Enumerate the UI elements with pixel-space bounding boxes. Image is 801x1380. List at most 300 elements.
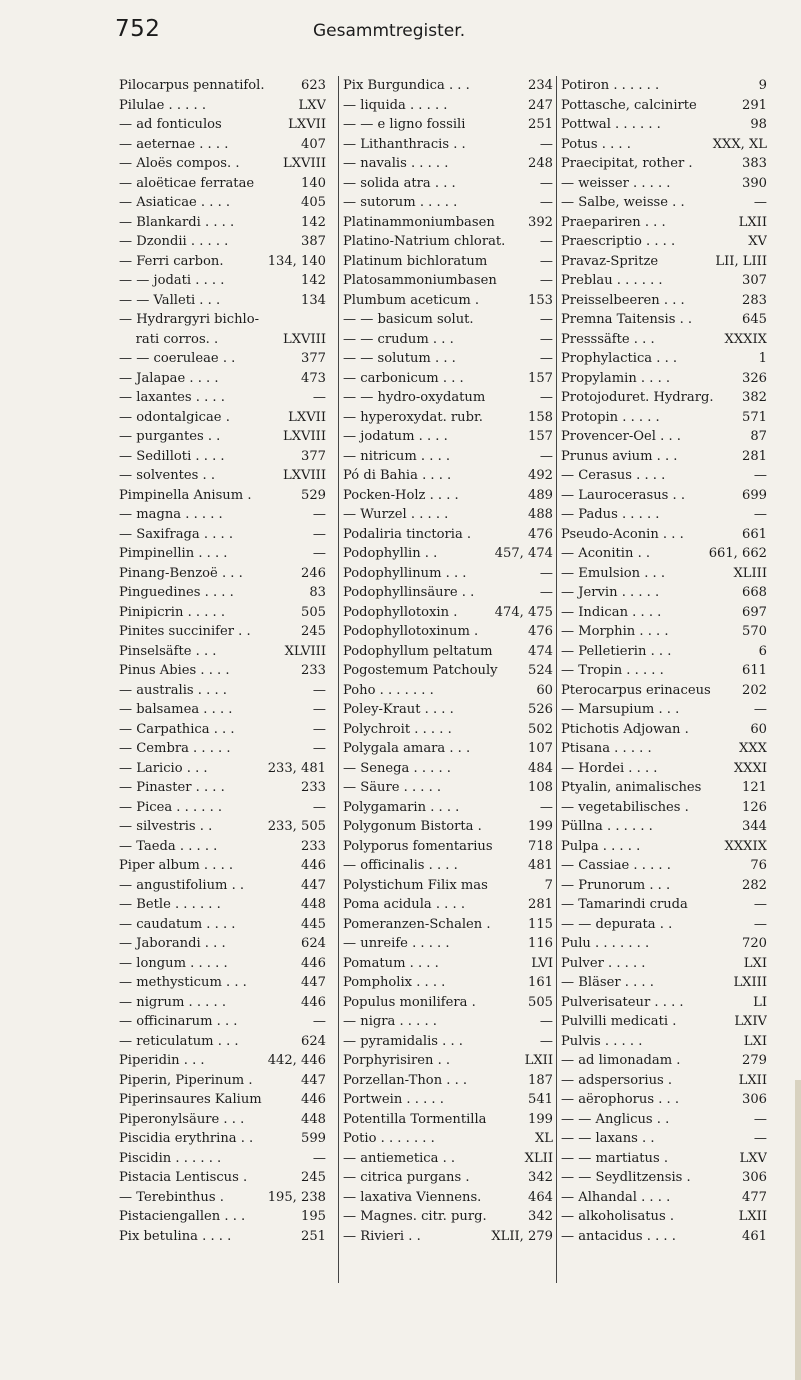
- index-term: Pogostemum Patchouly: [343, 663, 498, 678]
- index-page-ref: XL: [534, 1131, 553, 1146]
- index-entry: [561, 154, 767, 174]
- index-page-ref: —: [539, 175, 553, 191]
- index-page-ref: —: [312, 721, 326, 737]
- index-page-ref: 195, 238: [267, 1189, 326, 1205]
- index-entry: [561, 1149, 767, 1169]
- index-entry: [561, 135, 767, 155]
- index-term: Pistacia Lentiscus .: [119, 1170, 248, 1185]
- index-entry: [119, 973, 326, 993]
- index-entry: [561, 1012, 767, 1032]
- index-entry: [343, 76, 553, 96]
- index-term: Polyporus fomentarius: [343, 838, 493, 854]
- index-page-ref: 326: [742, 370, 767, 386]
- index-entry: [561, 720, 767, 740]
- index-entry: [561, 447, 767, 467]
- index-entry: [561, 759, 767, 779]
- index-entry: [343, 973, 553, 993]
- index-term: — Jaborandi . . .: [119, 936, 226, 951]
- index-term: — Tamarindi cruda: [561, 897, 688, 912]
- index-term: — jodatum . . . .: [343, 429, 448, 444]
- index-entry: [119, 447, 326, 467]
- index-term: — — martiatus .: [561, 1150, 668, 1166]
- index-page-ref: 306: [742, 1092, 767, 1107]
- index-entry: [561, 1090, 767, 1110]
- index-page-ref: 234: [528, 78, 553, 93]
- index-term: Propylamin . . . .: [561, 370, 671, 386]
- index-term: Pulver . . . . .: [561, 955, 646, 971]
- index-page-ref: 202: [742, 682, 767, 698]
- index-entry: [119, 915, 326, 935]
- index-term: rati corros. .: [119, 331, 219, 347]
- index-term: Pinguedines . . . .: [119, 585, 234, 600]
- index-page-ref: —: [312, 682, 326, 698]
- index-term: — adspersorius .: [561, 1072, 673, 1088]
- index-term: — reticulatum . . .: [119, 1033, 239, 1049]
- index-page-ref: 447: [301, 877, 326, 893]
- index-page-ref: LXVIII: [283, 468, 326, 483]
- index-page-ref: 282: [742, 877, 767, 893]
- index-page-ref: 7: [544, 877, 553, 893]
- index-page-ref: LXII: [524, 1053, 553, 1068]
- index-page-ref: 464: [528, 1189, 553, 1205]
- index-term: Porphyrisiren . .: [343, 1053, 451, 1068]
- index-page-ref: 158: [528, 409, 553, 425]
- index-entry: [561, 778, 767, 798]
- index-column-2: [338, 76, 553, 1283]
- index-term: Pterocarpus erinaceus: [561, 682, 711, 698]
- page-number: 752: [115, 16, 161, 42]
- index-entry: [343, 642, 553, 662]
- index-term: — — depurata . .: [561, 916, 673, 932]
- index-entry: [343, 739, 553, 759]
- index-entry: [561, 661, 767, 681]
- index-term: Pomatum . . . .: [343, 955, 439, 971]
- index-term: — australis . . . .: [119, 682, 227, 698]
- index-term: Poma acidula . . . .: [343, 897, 465, 912]
- index-page-ref: 661, 662: [708, 546, 767, 561]
- index-entry: [343, 1188, 553, 1208]
- index-page-ref: 283: [742, 292, 767, 308]
- index-page-ref: 407: [301, 136, 326, 152]
- index-term: — angustifolium . .: [119, 877, 245, 893]
- index-term: Podophyllum peltatum: [343, 643, 493, 659]
- index-page-ref: 446: [301, 955, 326, 971]
- index-page-ref: —: [539, 273, 553, 288]
- index-term: Polygamarin . . . .: [343, 799, 460, 815]
- index-term: Praecipitat, rother .: [561, 156, 693, 171]
- index-term: — sutorum . . . . .: [343, 195, 458, 210]
- index-entry: [343, 798, 553, 818]
- index-entry: [561, 1188, 767, 1208]
- index-term: — Betle . . . . . .: [119, 897, 221, 912]
- index-term: — Picea . . . . . .: [119, 799, 223, 815]
- index-term: Potio . . . . . . .: [343, 1131, 435, 1146]
- index-entry: [119, 213, 326, 233]
- index-term: Pix Burgundica . . .: [343, 78, 470, 93]
- index-page-ref: 446: [301, 1092, 326, 1107]
- index-page-ref: 342: [528, 1209, 553, 1224]
- index-entry: [561, 408, 767, 428]
- index-entry: [561, 1168, 767, 1188]
- index-entry: [343, 954, 553, 974]
- index-term: Platinammoniumbasen: [343, 214, 495, 230]
- index-term: — Salbe, weisse . .: [561, 195, 685, 210]
- index-term: Potiron . . . . . .: [561, 78, 660, 93]
- index-page-ref: 382: [742, 390, 767, 405]
- index-entry: [119, 486, 326, 506]
- index-entry: [119, 661, 326, 681]
- index-term: — Padus . . . . .: [561, 507, 660, 522]
- index-entry: [561, 505, 767, 525]
- index-page-ref: 474, 475: [494, 604, 553, 620]
- page-header: [0, 0, 801, 60]
- index-page-ref: 505: [301, 604, 326, 620]
- index-term: Potus . . . .: [561, 136, 631, 152]
- index-term: Presssäfte . . .: [561, 331, 655, 347]
- index-page-ref: LXVIII: [283, 156, 326, 171]
- index-term: Provencer-Oel . . .: [561, 429, 681, 444]
- index-term: — unreife . . . . .: [343, 936, 450, 951]
- index-term: — Marsupium . . .: [561, 702, 680, 717]
- index-entry: [119, 154, 326, 174]
- index-term: Pimpinella Anisum .: [119, 487, 252, 503]
- index-page-ref: 448: [301, 897, 326, 912]
- index-entry: [119, 525, 326, 545]
- index-entry: [119, 115, 326, 135]
- index-page-ref: 251: [528, 117, 553, 132]
- index-entry: [343, 720, 553, 740]
- index-page-ref: —: [539, 1033, 553, 1049]
- index-entry: [561, 96, 767, 116]
- index-entry: [561, 76, 767, 96]
- index-term: — Wurzel . . . . .: [343, 507, 449, 522]
- index-entry: [119, 271, 326, 291]
- index-page-ref: —: [539, 390, 553, 405]
- index-entry: [561, 798, 767, 818]
- index-page-ref: 306: [742, 1170, 767, 1185]
- index-term: — odontalgicae .: [119, 409, 230, 425]
- index-entry: [119, 564, 326, 584]
- index-page-ref: 720: [742, 936, 767, 951]
- index-page-ref: XLII, 279: [491, 1228, 553, 1244]
- index-entry: [561, 876, 767, 896]
- index-page-ref: 60: [536, 682, 553, 698]
- index-term: Pilulae . . . . .: [119, 97, 206, 113]
- index-entry: [561, 622, 767, 642]
- index-entry: [561, 349, 767, 369]
- index-term: Podophyllotoxinum .: [343, 624, 479, 639]
- index-page-ref: 477: [742, 1189, 767, 1205]
- index-page-ref: —: [753, 702, 767, 717]
- index-page-ref: 9: [758, 78, 767, 93]
- index-page-ref: —: [312, 1150, 326, 1166]
- index-page-ref: 489: [528, 487, 553, 503]
- index-page-ref: 377: [301, 351, 326, 366]
- index-term: — Cembra . . . . .: [119, 741, 231, 756]
- index-entry: [119, 1149, 326, 1169]
- index-term: Pó di Bahia . . . .: [343, 468, 452, 483]
- index-term: — Saxifraga . . . .: [119, 526, 234, 542]
- index-page-ref: 387: [301, 234, 326, 249]
- index-page-ref: XLIII: [733, 565, 767, 581]
- index-term: — Dzondii . . . . .: [119, 234, 229, 249]
- index-entry: [119, 895, 326, 915]
- index-page-ref: 233: [301, 780, 326, 795]
- index-page-ref: 668: [742, 585, 767, 600]
- index-term: — officinalis . . . .: [343, 858, 458, 873]
- index-entry: [119, 798, 326, 818]
- index-entry: [343, 876, 553, 896]
- index-entry: [561, 388, 767, 408]
- index-page-ref: —: [539, 1014, 553, 1029]
- index-term: — Jalapae . . . .: [119, 370, 219, 386]
- index-term: Pottwal . . . . . .: [561, 117, 661, 132]
- index-entry: [119, 1188, 326, 1208]
- index-entry: [343, 525, 553, 545]
- index-page-ref: LXV: [298, 97, 326, 113]
- index-term: — — jodati . . . .: [119, 273, 225, 288]
- index-page-ref: XV: [748, 234, 767, 249]
- index-term: Prophylactica . . .: [561, 351, 678, 366]
- index-term: Premna Taitensis . .: [561, 312, 693, 327]
- index-entry: [343, 583, 553, 603]
- index-entry: [119, 427, 326, 447]
- index-page-ref: LXI: [743, 955, 767, 971]
- index-entry: [561, 252, 767, 272]
- index-page-ref: LVI: [531, 955, 553, 971]
- index-entry: [561, 330, 767, 350]
- index-entry: [561, 174, 767, 194]
- index-page-ref: 611: [742, 663, 767, 678]
- index-term: — Cerasus . . . .: [561, 468, 666, 483]
- index-entry: [561, 213, 767, 233]
- index-term: Piperinsaures Kalium: [119, 1092, 262, 1107]
- index-page-ref: 246: [301, 565, 326, 581]
- index-term: Pinipicrin . . . . .: [119, 604, 226, 620]
- index-term: — Asiaticae . . . .: [119, 195, 231, 210]
- index-page-ref: 83: [309, 585, 326, 600]
- index-page-ref: LXVII: [288, 117, 326, 132]
- index-entry: [119, 505, 326, 525]
- index-page-ref: —: [753, 916, 767, 932]
- index-page-ref: —: [312, 1014, 326, 1029]
- index-entry: [343, 1012, 553, 1032]
- index-entry: [561, 1051, 767, 1071]
- index-term: — Pelletierin . . .: [561, 643, 672, 659]
- index-entry: [561, 544, 767, 564]
- index-entry: [343, 603, 553, 623]
- index-term: — laxantes . . . .: [119, 390, 225, 405]
- index-entry: [119, 1090, 326, 1110]
- index-entry: [561, 681, 767, 701]
- index-entry: [561, 466, 767, 486]
- index-term: — alkoholisatus .: [561, 1209, 675, 1224]
- index-entry: [343, 778, 553, 798]
- index-term: Pinites succinifer . .: [119, 624, 251, 639]
- index-term: — laxativa Viennens.: [343, 1189, 482, 1205]
- index-page-ref: 446: [301, 858, 326, 873]
- index-term: — aërophorus . . .: [561, 1092, 680, 1107]
- index-term: — Rivieri . .: [343, 1228, 421, 1244]
- index-term: — — coeruleae . .: [119, 351, 236, 366]
- index-term: — Pinaster . . . .: [119, 780, 225, 795]
- index-term: — — e ligno fossili: [343, 117, 466, 132]
- index-entry: [343, 291, 553, 311]
- index-term: Podaliria tinctoria .: [343, 526, 472, 542]
- index-term: — nigrum . . . . .: [119, 994, 226, 1010]
- index-term: — — hydro-oxydatum: [343, 390, 486, 405]
- index-page-ref: 524: [528, 663, 553, 678]
- index-page-ref: 87: [750, 429, 767, 444]
- index-page-ref: 474: [528, 643, 553, 659]
- index-entry: [119, 466, 326, 486]
- index-page-ref: —: [753, 507, 767, 522]
- index-entry: [343, 856, 553, 876]
- index-entry: [343, 213, 553, 233]
- index-term: — vegetabilisches .: [561, 799, 689, 815]
- index-page-ref: 116: [528, 936, 553, 951]
- index-page-ref: 599: [301, 1131, 326, 1146]
- index-term: Piscidin . . . . . .: [119, 1150, 222, 1166]
- index-entry: [343, 1168, 553, 1188]
- index-term: — — solutum . . .: [343, 351, 456, 366]
- index-term: — Jervin . . . . .: [561, 585, 660, 600]
- index-entry: [561, 583, 767, 603]
- index-entry: [343, 1149, 553, 1169]
- index-entry: [119, 993, 326, 1013]
- index-term: Praepariren . . .: [561, 214, 666, 230]
- index-term: — Morphin . . . .: [561, 624, 669, 639]
- index-entry: [119, 759, 326, 779]
- index-term: Ptyalin, animalisches: [561, 780, 702, 795]
- index-entry: [119, 778, 326, 798]
- index-term: — Laricio . . .: [119, 760, 208, 776]
- index-page-ref: 476: [528, 624, 553, 639]
- index-term: Pomeranzen-Schalen .: [343, 916, 491, 932]
- index-entry: [343, 544, 553, 564]
- index-term: — carbonicum . . .: [343, 370, 464, 386]
- index-term: Pottasche, calcinirte: [561, 97, 697, 113]
- index-term: — nitricum . . . .: [343, 448, 451, 464]
- index-term: Piper album . . . .: [119, 858, 234, 873]
- index-term: Pulvis . . . . .: [561, 1033, 643, 1049]
- index-entry: [343, 232, 553, 252]
- index-page-ref: 529: [301, 487, 326, 503]
- index-term: Platosammoniumbasen: [343, 273, 497, 288]
- index-page-ref: LXVII: [288, 409, 326, 425]
- index-page-ref: LI: [753, 994, 767, 1010]
- index-term: Prunus avium . . .: [561, 448, 678, 464]
- index-page-ref: 115: [528, 916, 553, 932]
- running-title: Gesammtregister.: [313, 21, 466, 41]
- index-entry: [561, 310, 767, 330]
- index-page-ref: 447: [301, 975, 326, 990]
- index-term: Pimpinellin . . . .: [119, 546, 228, 561]
- index-entry: [343, 408, 553, 428]
- index-page-ref: 251: [301, 1228, 326, 1244]
- index-term: — officinarum . . .: [119, 1014, 238, 1029]
- index-page-ref: —: [539, 585, 553, 600]
- index-term: — aeternae . . . .: [119, 136, 229, 152]
- index-term: — Laurocerasus . .: [561, 487, 686, 503]
- page-edge-shadow: [795, 1080, 801, 1380]
- index-entry: [343, 1227, 553, 1247]
- index-term: — balsamea . . . .: [119, 702, 233, 717]
- index-page-ref: 140: [301, 175, 326, 191]
- index-page-ref: 448: [301, 1111, 326, 1127]
- index-entry: [561, 232, 767, 252]
- index-page-ref: 233: [301, 663, 326, 678]
- index-entry: [119, 252, 326, 272]
- index-page-ref: —: [753, 1111, 767, 1127]
- index-term: Praescriptio . . . .: [561, 234, 676, 249]
- index-page-ref: 699: [742, 487, 767, 503]
- index-entry: [343, 505, 553, 525]
- index-entry: [119, 1110, 326, 1130]
- index-page-ref: XXXIX: [724, 838, 767, 854]
- index-entry: [561, 564, 767, 584]
- index-term: — Emulsion . . .: [561, 565, 666, 581]
- index-term: — silvestris . .: [119, 819, 213, 834]
- index-entry: [561, 1129, 767, 1149]
- index-entry: [343, 934, 553, 954]
- index-page-ref: 488: [528, 507, 553, 522]
- index-term: Podophyllin . .: [343, 546, 438, 561]
- index-page-ref: 6: [758, 643, 767, 659]
- index-term: Pinselsäfte . . .: [119, 643, 217, 659]
- index-page-ref: 245: [301, 624, 326, 639]
- index-page-ref: —: [312, 799, 326, 815]
- index-term: Ptisana . . . . .: [561, 741, 652, 756]
- index-entry: [119, 583, 326, 603]
- index-entry: [343, 993, 553, 1013]
- index-entry: [343, 1051, 553, 1071]
- index-page-ref: —: [312, 702, 326, 717]
- index-entry: [119, 291, 326, 311]
- index-entry: [119, 174, 326, 194]
- index-term: Preisselbeeren . . .: [561, 292, 685, 308]
- index-page-ref: 247: [528, 97, 553, 113]
- index-page-ref: XXX, XL: [712, 136, 767, 152]
- index-entry: [343, 135, 553, 155]
- index-page-ref: 199: [528, 819, 553, 834]
- index-entry: [119, 330, 326, 350]
- index-page-ref: 108: [528, 780, 553, 795]
- index-term: Pinus Abies . . . .: [119, 663, 230, 678]
- index-page-ref: LXII: [738, 214, 767, 230]
- index-term: Pulvilli medicati .: [561, 1014, 677, 1029]
- index-term: Polystichum Filix mas: [343, 877, 488, 893]
- index-page-ref: 570: [742, 624, 767, 639]
- index-page-ref: —: [312, 390, 326, 405]
- index-term: Protojoduret. Hydrarg.: [561, 390, 714, 405]
- index-column-1: [119, 76, 326, 1246]
- index-page-ref: 199: [528, 1111, 553, 1127]
- index-term: Pinang-Benzoë . . .: [119, 565, 243, 581]
- index-page-ref: 541: [528, 1092, 553, 1107]
- index-page-ref: —: [539, 799, 553, 815]
- index-page-ref: —: [312, 741, 326, 756]
- index-page-ref: XLII: [524, 1150, 553, 1166]
- index-page-ref: 390: [742, 175, 767, 191]
- index-page-ref: 484: [528, 760, 553, 776]
- index-term: — liquida . . . . .: [343, 97, 448, 113]
- index-page-ref: —: [539, 253, 553, 269]
- index-page-ref: 233, 505: [267, 819, 326, 834]
- index-entry: [343, 700, 553, 720]
- index-term: — aloëticae ferratae: [119, 175, 255, 191]
- index-entry: [343, 154, 553, 174]
